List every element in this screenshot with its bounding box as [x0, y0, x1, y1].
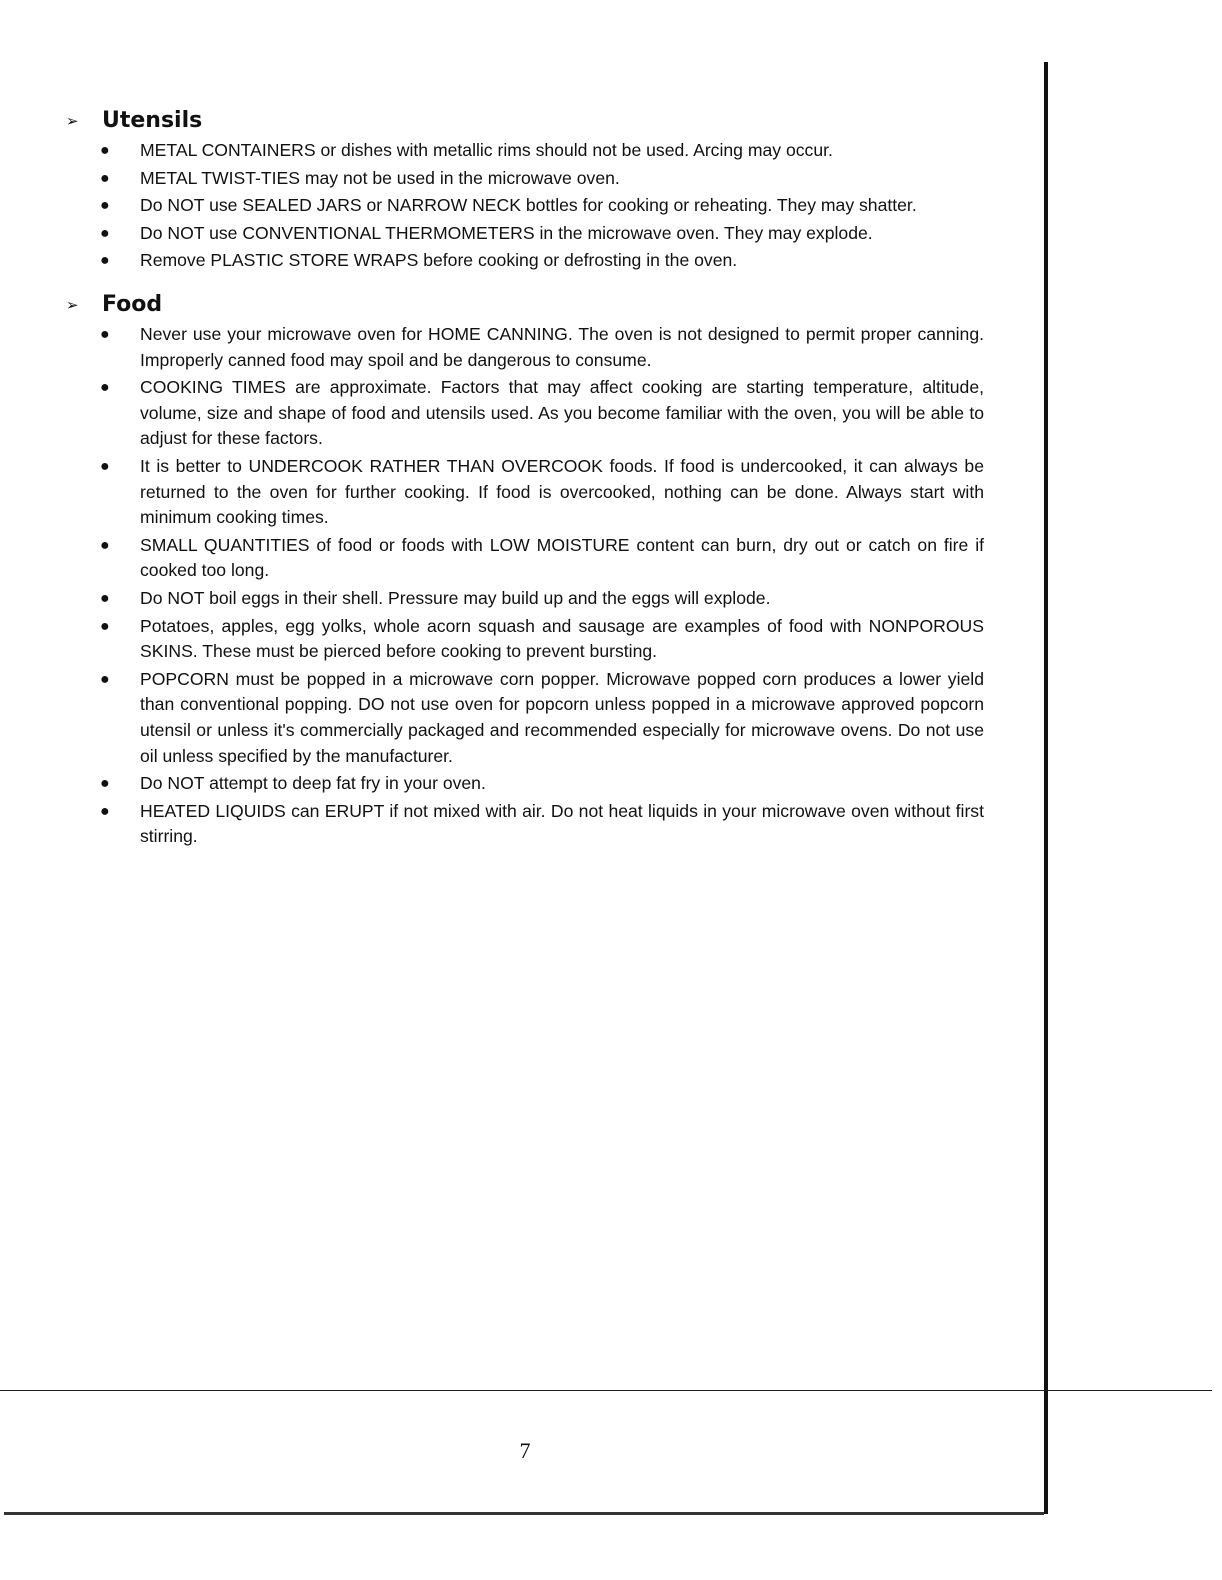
bullet-dot-icon: ●: [100, 670, 110, 688]
list-item: ● SMALL QUANTITIES of food or foods with LOW MOISTURE content can burn, dry out or catch on fire if cooked too long.: [100, 534, 984, 581]
list-item: ● POPCORN must be popped in a microwave corn popper. Microwave popped corn produces a lower yield than conventional popping. DO not use oven for popcorn unless popped in a microwave approved popcorn utensil or unless it's commercially packaged and recommended especially for microwave ovens. Do not use oil unless specified by the manufacturer.: [100, 668, 984, 766]
bullet-dot-icon: ●: [100, 775, 110, 793]
list-item: ● Do NOT use CONVENTIONAL THERMOMETERS in the microwave oven. They may explode.: [100, 221, 984, 247]
list-item: ● Do NOT use SEALED JARS or NARROW NECK bottles for cooking or reheating. They may shatter.: [100, 193, 984, 219]
section-heading-utensils: [66, 108, 202, 133]
bullet-dot-icon: ●: [100, 457, 110, 475]
list-item: ● Potatoes, apples, egg yolks, whole acorn squash and sausage are examples of food with NONPOROUS SKINS. These must be pierced before cooking to prevent bursting.: [100, 615, 984, 662]
bullet-dot-icon: ●: [100, 802, 110, 820]
bullet-dot-icon: ●: [100, 197, 110, 215]
bullet-dot-icon: ●: [100, 589, 110, 607]
list-item: ● COOKING TIMES are approximate. Factors that may affect cooking are starting temperature, altitude, volume, size and shape of food and utensils used. As you become familiar with the oven, you will be able to adjust for these factors.: [100, 377, 984, 449]
binding-edge-line: [1044, 62, 1048, 1514]
food-list: [100, 322, 984, 852]
list-item: ● METAL CONTAINERS or dishes with metallic rims should not be used. Arcing may occur.: [100, 138, 984, 164]
bullet-dot-icon: ●: [100, 142, 110, 159]
list-item: ● Do NOT boil eggs in their shell. Pressure may build up and the eggs will explode.: [100, 586, 984, 612]
bullet-dot-icon: ●: [100, 169, 110, 187]
section-title: Utensils: [102, 108, 203, 133]
utensils-list: [100, 138, 984, 276]
bullet-dot-icon: ●: [100, 536, 110, 554]
list-item: ● METAL TWIST-TIES may not be used in the microwave oven.: [100, 166, 984, 192]
horizontal-rule: [0, 1390, 1212, 1391]
list-item: ● It is better to UNDERCOOK RATHER THAN OVERCOOK foods. If food is undercooked, it can always be returned to the oven for further cooking. If food is overcooked, nothing can be done. Always start with minimum cooking times.: [100, 455, 984, 528]
list-item: ● Never use your microwave oven for HOME CANNING. The oven is not designed to permit proper canning. Improperly canned food may spoil and be dangerous to consume.: [100, 324, 984, 370]
list-item: ● Do NOT attempt to deep fat fry in your oven.: [100, 771, 984, 797]
bullet-dot-icon: ●: [100, 379, 110, 397]
list-item: ● HEATED LIQUIDS can ERUPT if not mixed with air. Do not heat liquids in your microwave oven without first stirring.: [100, 800, 984, 847]
list-item: ● Remove PLASTIC STORE WRAPS before cooking or defrosting in the oven.: [100, 248, 984, 274]
arrow-bullet-icon: ➢: [66, 111, 79, 130]
section-title: Food: [102, 292, 163, 317]
footer-rule: [4, 1512, 1044, 1515]
bullet-dot-icon: ●: [100, 326, 110, 343]
section-heading-food: [66, 292, 162, 317]
arrow-bullet-icon: ➢: [66, 295, 79, 314]
page-number: 7: [519, 1438, 531, 1463]
bullet-dot-icon: ●: [100, 252, 110, 270]
bullet-dot-icon: ●: [100, 617, 110, 635]
bullet-dot-icon: ●: [100, 224, 110, 242]
